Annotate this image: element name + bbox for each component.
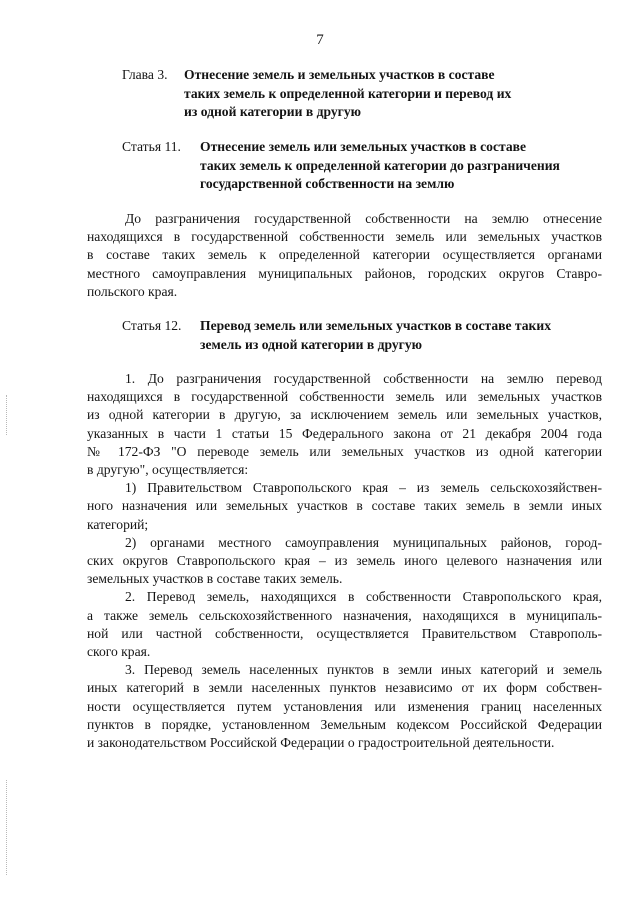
text-line: пунктов в порядке, установленном Земельным кодексом Российской Федерации <box>87 716 602 732</box>
chapter-title <box>184 66 511 122</box>
text-line: иных категорий в земли населенных пунктов независимо от их форм собствен- <box>87 680 602 696</box>
text-line: в составе таких земель к определенной категории осуществляется органами <box>87 247 602 263</box>
text-line: земельных участков в составе таких земель. <box>87 571 343 587</box>
article12-title-line: Перевод земель или земельных участков в составе таких <box>200 318 552 333</box>
text-line: местного самоуправления муниципальных районов, городских округов Ставро- <box>87 265 602 281</box>
text-line: в другую", осуществляется: <box>87 462 249 478</box>
text-line: указанных в части 1 статьи 15 Федерального закона от 21 декабря 2004 года <box>87 425 602 441</box>
text-line: ских округов Ставропольского края – из земель иного целевого назначения или <box>87 553 602 569</box>
text-line: ной или частной собственности, осуществляется Правительством Ставрополь- <box>87 625 602 641</box>
text-line: 1. До разграничения государственной собственности на землю перевод <box>125 371 602 386</box>
page-number: 7 <box>316 32 324 48</box>
article12-label: Статья 12. <box>122 318 182 333</box>
text-line: ности осуществляется путем установления или изменения границ населенных <box>87 698 602 714</box>
article12-title-line: земель из одной категории в другую <box>200 336 423 352</box>
text-line: находящихся в государственной собственности земель или земельных участков <box>87 389 602 405</box>
scan-margin-mark <box>6 395 8 435</box>
article11-title-line: Отнесение земель или земельных участков в составе <box>200 139 526 154</box>
chapter-title-line: из одной категории в другую <box>184 104 362 119</box>
article12-text <box>87 370 602 752</box>
article12-title <box>200 317 551 354</box>
text-line: категорий; <box>87 516 149 532</box>
article11-title-line: таких земель к определенной категории до разграничения <box>200 157 560 173</box>
chapter-title-line: Отнесение земель и земельных участков в составе <box>184 67 495 82</box>
chapter-label: Глава 3. <box>122 67 168 82</box>
text-line: 3. Перевод земель населенных пунктов в земли иных категорий и земель <box>125 662 602 678</box>
text-line: До разграничения государственной собственности на землю отнесение <box>125 211 602 226</box>
article11-label: Статья 11. <box>122 139 181 154</box>
text-line: 2) органами местного самоуправления муниципальных районов, город- <box>125 534 602 550</box>
text-line: из одной категории в другую, за исключением земель или земельных участков, <box>87 407 602 423</box>
text-line: 1) Правительством Ставропольского края – из земель сельскохозяйствен- <box>125 480 602 496</box>
text-line: 2. Перевод земель, находящихся в собственности Ставропольского края, <box>125 589 602 605</box>
text-line: а также земель сельскохозяйственного назначения, находящихся в муниципаль- <box>87 607 602 623</box>
text-line: и законодательством Российской Федерации о градостроительной деятельности. <box>87 735 555 751</box>
text-line: находящихся в государственной собственности земель или земельных участков <box>87 229 602 245</box>
text-line: № 172-ФЗ "О переводе земель или земельных участков из одной категории <box>87 443 602 459</box>
article11-text <box>87 210 602 301</box>
chapter-title-line: таких земель к определенной категории и перевод их <box>184 85 512 101</box>
article11-title <box>200 138 560 194</box>
text-line: ного назначения или земельных участков в составе таких земель в земли иных <box>87 498 602 514</box>
article11-title-line: государственной собственности на землю <box>200 176 455 191</box>
text-line: ского края. <box>87 644 151 660</box>
scan-margin-mark <box>6 780 8 875</box>
text-line: польского края. <box>87 283 178 299</box>
